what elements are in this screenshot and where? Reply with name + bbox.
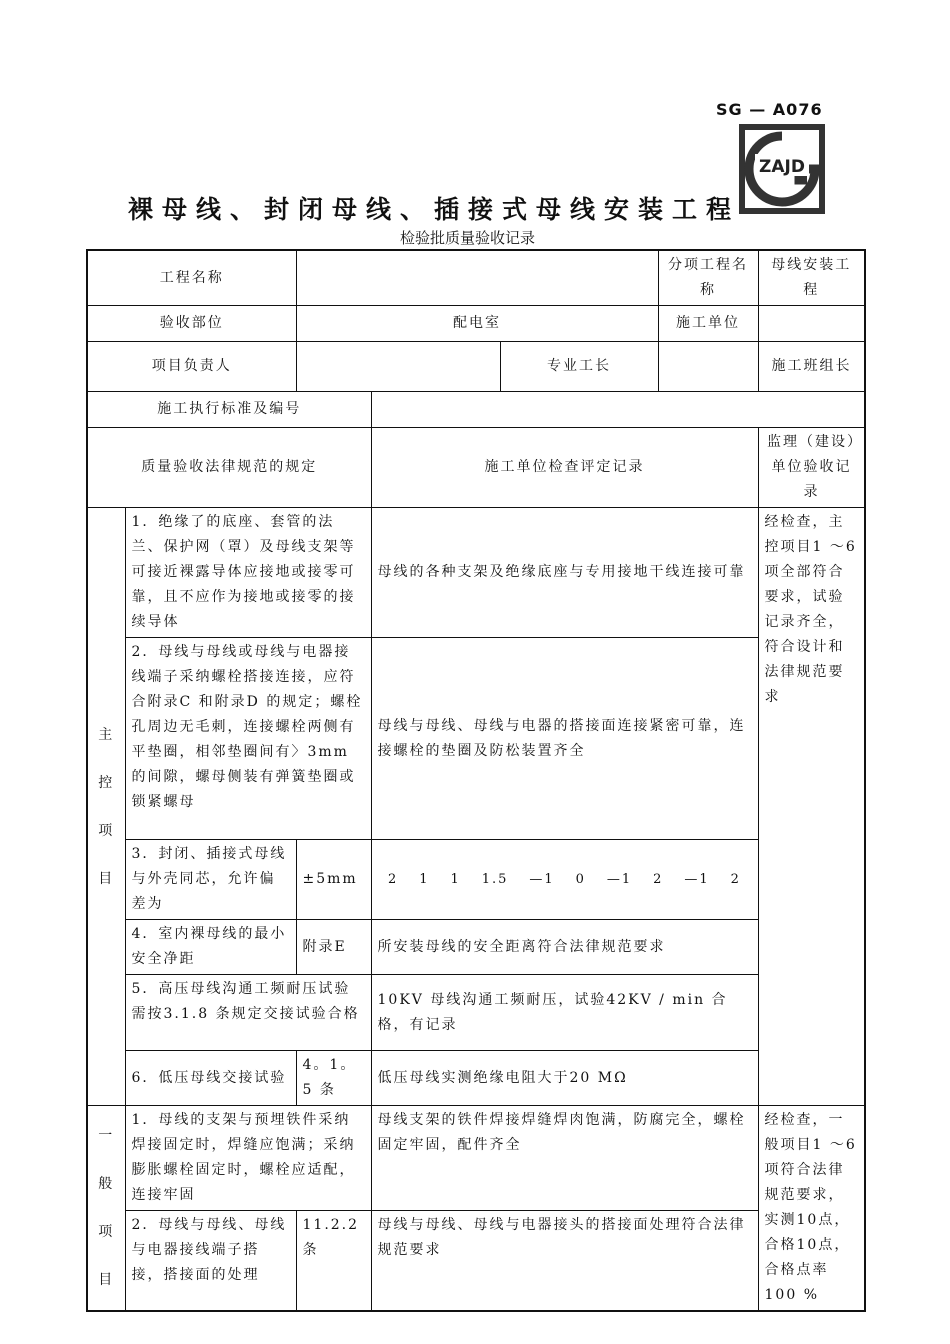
measurement-value: 1: [450, 872, 461, 887]
construction-unit-label: 施工单位: [658, 306, 758, 342]
measurement-value: —1: [684, 872, 710, 887]
measurement-value: 1.5: [481, 872, 509, 887]
project-manager-value[interactable]: [296, 342, 500, 392]
measurement-value: 0: [575, 872, 586, 887]
main-item-5-text: 5．高压母线沟通工频耐压试验需按3.1.8 条规定交接试验合格: [125, 975, 371, 1051]
general-item-1-text: 1．母线的支架与预埋铁件采纳焊接固定时，焊缝应饱满；采纳膨胀螺栓固定时，螺栓应适配，连接牢固: [125, 1106, 371, 1211]
main-item-2-record[interactable]: 母线与母线、母线与电器的搭接面连接紧密可靠，连接螺栓的垫圈及防松装置齐全: [371, 638, 758, 840]
main-item-4-text: 4．室内裸母线的最小安全净距: [125, 920, 296, 975]
supervision-column-header: 监理（建设）单位验收记录: [758, 428, 865, 508]
measurement-value: 2: [387, 872, 399, 887]
main-item-3-measurements: [371, 840, 758, 920]
acceptance-part-value[interactable]: 配电室: [296, 306, 658, 342]
measurement-value: 1: [419, 872, 430, 887]
check-column-header: 施工单位检查评定记录: [371, 428, 758, 508]
main-item-4-record[interactable]: 所安装母线的安全距离符合法律规范要求: [371, 920, 758, 975]
general-item-2-text: 2．母线与母线、母线与电器接线端子搭接，搭接面的处理: [125, 1211, 296, 1311]
main-item-4-ref: 附录E: [296, 920, 371, 975]
sub-project-value[interactable]: 母线安装工程: [758, 250, 865, 306]
acceptance-part-label: 验收部位: [87, 306, 296, 342]
main-item-1-text: 1．绝缘了的底座、套管的法兰、保护网（罩）及母线支架等可接近裸露导体应接地或接零可靠，且不应作为接地或接零的接续导体: [125, 508, 371, 638]
spec-column-header: 质量验收法律规范的规定: [87, 428, 371, 508]
general-supervision[interactable]: 经检查，一般项目1 ～6 项符合法律规范要求，实测10点，合格10点，合格点率100 %: [758, 1106, 865, 1312]
general-item-2-record[interactable]: 母线与母线、母线与电器接头的搭接面处理符合法律规范要求: [371, 1211, 758, 1311]
main-item-3-text: 3．封闭、插接式母线与外壳同芯，允许偏差为: [125, 840, 296, 920]
foreman-value[interactable]: [658, 342, 758, 392]
main-item-6-ref: 4。1。5 条: [296, 1051, 371, 1106]
svg-text:ZAJD: ZAJD: [759, 157, 805, 177]
main-supervision[interactable]: 经检查，主控项目1 ～6 项全部符合要求，试验记录齐全，符合设计和法律规范要求: [758, 508, 865, 1106]
main-item-6-text: 6．低压母线交接试验: [125, 1051, 296, 1106]
main-item-6-record[interactable]: 低压母线实测绝缘电阻大于20 MΩ: [371, 1051, 758, 1106]
project-manager-label: 项目负责人: [87, 342, 296, 392]
construction-unit-value[interactable]: [758, 306, 865, 342]
team-leader-label: 施工班组长: [758, 342, 865, 392]
form-code: SG — A076: [716, 100, 823, 119]
main-item-1-record[interactable]: 母线的各种支架及绝缘底座与专用接地干线连接可靠: [371, 508, 758, 638]
main-item-2-text: 2．母线与母线或母线与电器接线端子采纳螺栓搭接连接，应符合附录C 和附录D 的规定；螺栓孔周边无毛刺，连接螺栓两侧有平垫圈，相邻垫圈间有〉3mm 的间隙，螺母侧装有弹簧垫圈或锁紧螺母: [125, 638, 371, 840]
standard-label: 施工执行标准及编号: [87, 392, 371, 428]
main-item-5-record[interactable]: 10KV 母线沟通工频耐压，试验42KV / min 合格，有记录: [371, 975, 758, 1051]
standard-value[interactable]: [371, 392, 865, 428]
measurement-value: —1: [606, 872, 633, 887]
project-name-label: 工程名称: [87, 250, 296, 306]
measurement-value: —1: [529, 872, 555, 887]
main-control-label: 主控项目: [87, 508, 125, 1106]
page-subtitle: 检验批质量验收记录: [400, 229, 536, 247]
general-item-2-ref: 11.2.2 条: [296, 1211, 371, 1311]
zajd-logo: [739, 124, 825, 214]
foreman-label: 专业工长: [500, 342, 658, 392]
project-name-value[interactable]: [296, 250, 658, 306]
main-item-3-ref: ±5mm: [296, 840, 371, 920]
general-item-1-record[interactable]: 母线支架的铁件焊接焊缝焊肉饱满，防腐完全，螺栓固定牢固，配件齐全: [371, 1106, 758, 1211]
measurement-value: 2: [730, 872, 741, 887]
inspection-table: [86, 249, 866, 1312]
measurement-value: 2: [653, 872, 664, 887]
sub-project-label: 分项工程名称: [658, 250, 758, 306]
page-title: 裸母线、封闭母线、插接式母线安装工程: [128, 195, 741, 224]
general-label: 一般项目: [87, 1106, 125, 1312]
